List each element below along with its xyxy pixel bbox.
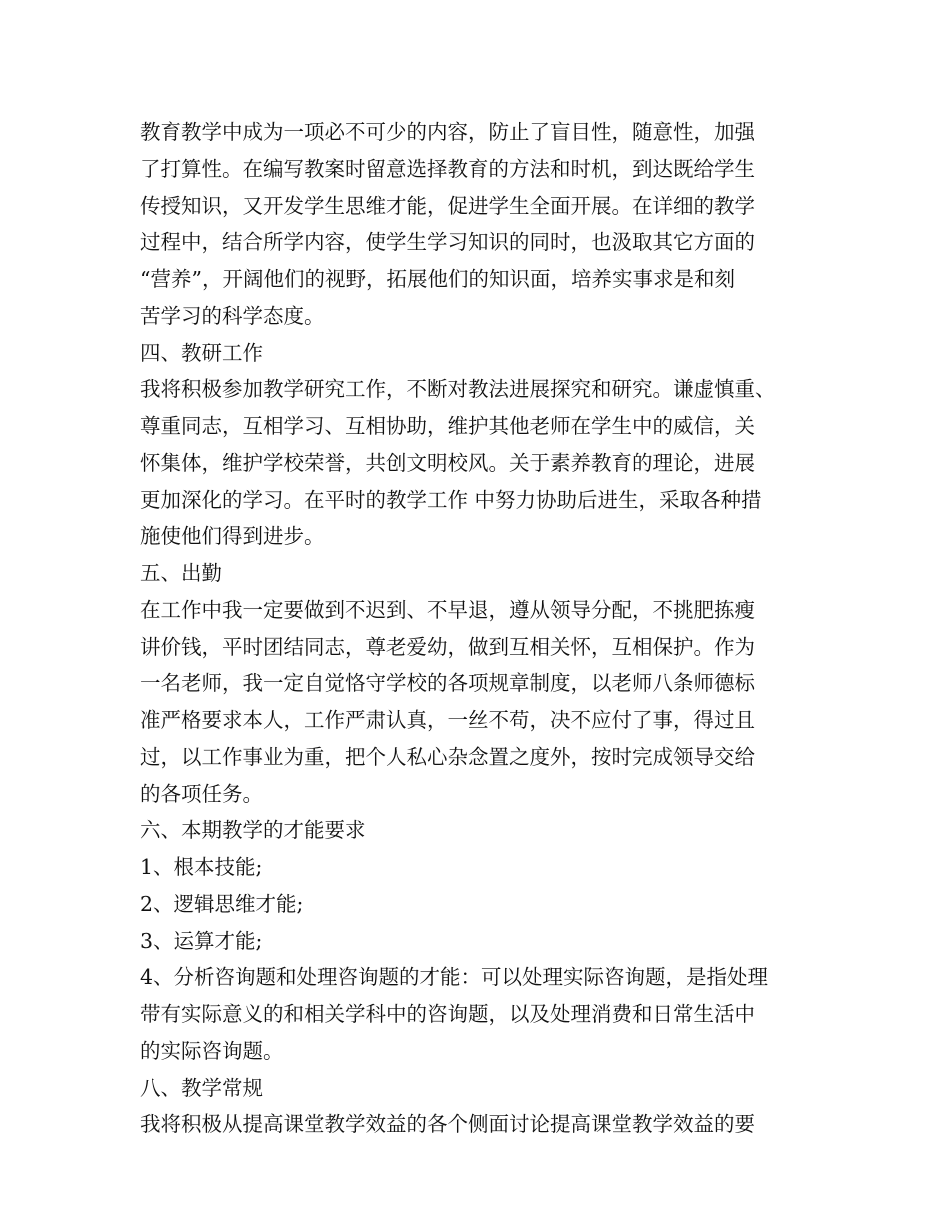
text-line: 施使他们得到进步。 — [140, 524, 325, 549]
text-line: 教育教学中成为一项必不可少的内容，防止了盲目性，随意性，加强 — [140, 120, 755, 144]
section-heading: 五、出勤 — [140, 561, 222, 585]
text-line: 在工作中我一定要做到不迟到、不早退，遵从领导分配，不挑肥拣瘦 — [140, 597, 755, 622]
text-line: 的实际咨询题。 — [140, 1038, 284, 1063]
text-line: 尊重同志，互相学习、互相协助，维护其他老师在学生中的威信，关 — [140, 414, 755, 438]
list-item: 2、逻辑思维才能; — [140, 891, 304, 916]
list-item: 1、根本技能; — [140, 855, 263, 879]
text-line: 怀集体，维护学校荣誉，共创文明校风。关于素养教育的理论，进展 — [140, 450, 755, 475]
text-line: “营养”，开阔他们的视野，拓展他们的知识面，培养实事求是和刻 — [140, 267, 735, 291]
document-body — [140, 114, 820, 1143]
text-line: 一名老师，我一定自觉恪守学校的各项规章制度，以老师八条师德标 — [140, 671, 755, 696]
text-line: 了打算性。在编写教案时留意选择教育的方法和时机，到达既给学生 — [140, 156, 755, 181]
text-line: 更加深化的学习。在平时的教学工作 中努力协助后进生，采取各种措 — [140, 487, 762, 512]
text-line: 讲价钱，平时团结同志，尊老爱幼，做到互相关怀，互相保护。作为 — [140, 634, 755, 659]
text-line: 准严格要求本人，工作严肃认真，一丝不苟，决不应付了事，得过且 — [140, 708, 755, 732]
text-line: 苦学习的科学态度。 — [140, 303, 325, 328]
section-heading: 八、教学常规 — [140, 1075, 263, 1100]
text-line: 传授知识，又开发学生思维才能，促进学生全面开展。在详细的教学 — [140, 193, 755, 218]
text-line: 过程中，结合所学内容，使学生学习知识的同时，也汲取其它方面的 — [140, 230, 755, 255]
list-item: 3、运算才能; — [140, 928, 263, 953]
text-line: 带有实际意义的和相关学科中的咨询题，以及处理消费和日常生活中 — [140, 1002, 755, 1026]
text-line: 过，以工作事业为重，把个人私心杂念置之度外，按时完成领导交给 — [140, 744, 755, 769]
list-item: 4、分析咨询题和处理咨询题的才能：可以处理实际咨询题，是指处理 — [140, 965, 769, 990]
text-line: 我将积极参加教学研究工作，不断对教法进展探究和研究。谦虚慎重、 — [140, 377, 776, 402]
section-heading: 六、本期教学的才能要求 — [140, 818, 366, 843]
text-line: 我将积极从提高课堂教学效益的各个侧面讨论提高课堂教学效益的要 — [140, 1112, 755, 1137]
text-line: 的各项任务。 — [140, 781, 263, 806]
section-heading: 四、教研工作 — [140, 340, 263, 365]
